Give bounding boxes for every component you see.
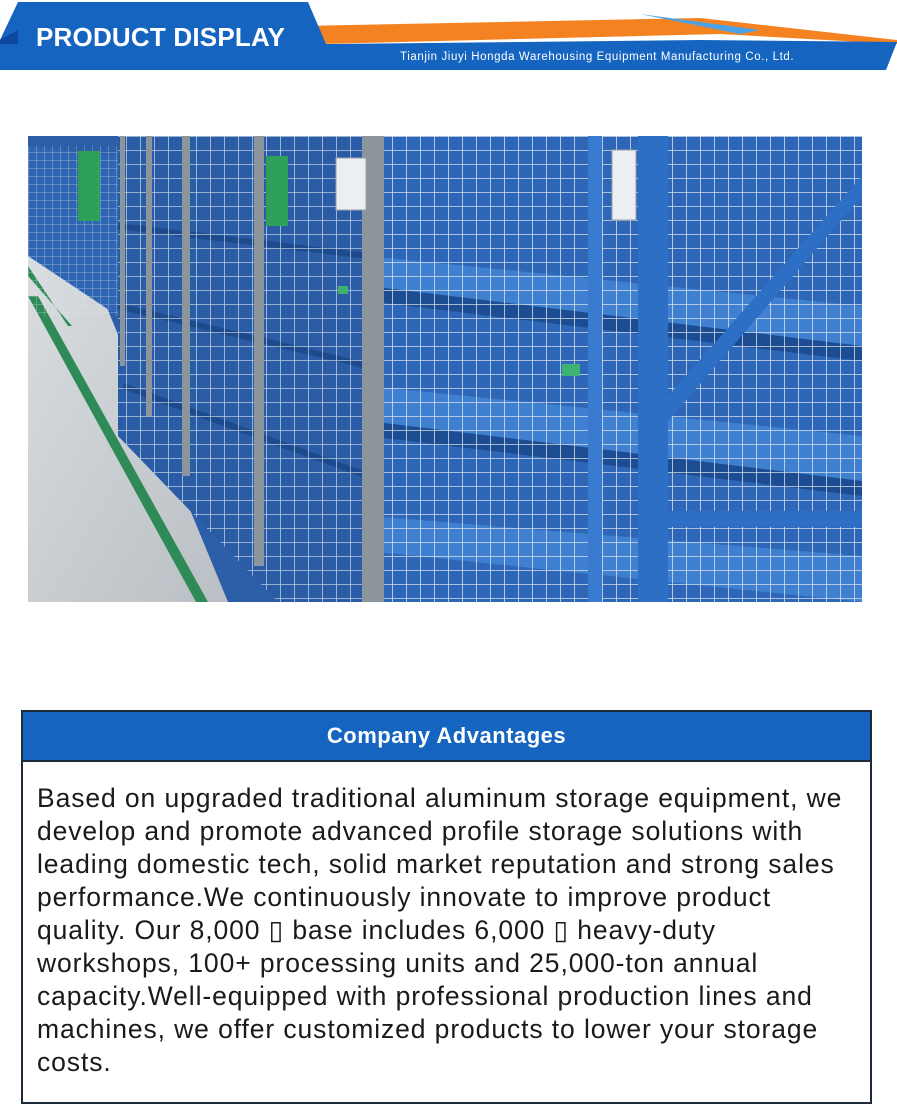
product-photo: [28, 136, 862, 602]
advantages-heading: Company Advantages: [23, 712, 870, 762]
company-advantages-panel: [21, 710, 872, 1104]
advantages-text: Based on upgraded traditional aluminum storage equipment, we develop and promote advanced profile storage solutions with leading domestic tech, solid market reputation and strong sales performance.We continuously innovate to improve product quality. Our 8,000 ▯ base includes 6,000 ▯ heavy-duty workshops, 100+ processing units and 25,000-ton annual capacity.Well-equipped with professional production lines and machines, we offer customized products to lower your storage costs.: [37, 783, 843, 1077]
company-name: Tianjin Jiuyi Hongda Warehousing Equipment Manufacturing Co., Ltd.: [400, 51, 795, 63]
header-banner: [0, 0, 897, 72]
warehouse-rack-image: [28, 136, 862, 602]
banner-title: PRODUCT DISPLAY: [36, 22, 286, 52]
